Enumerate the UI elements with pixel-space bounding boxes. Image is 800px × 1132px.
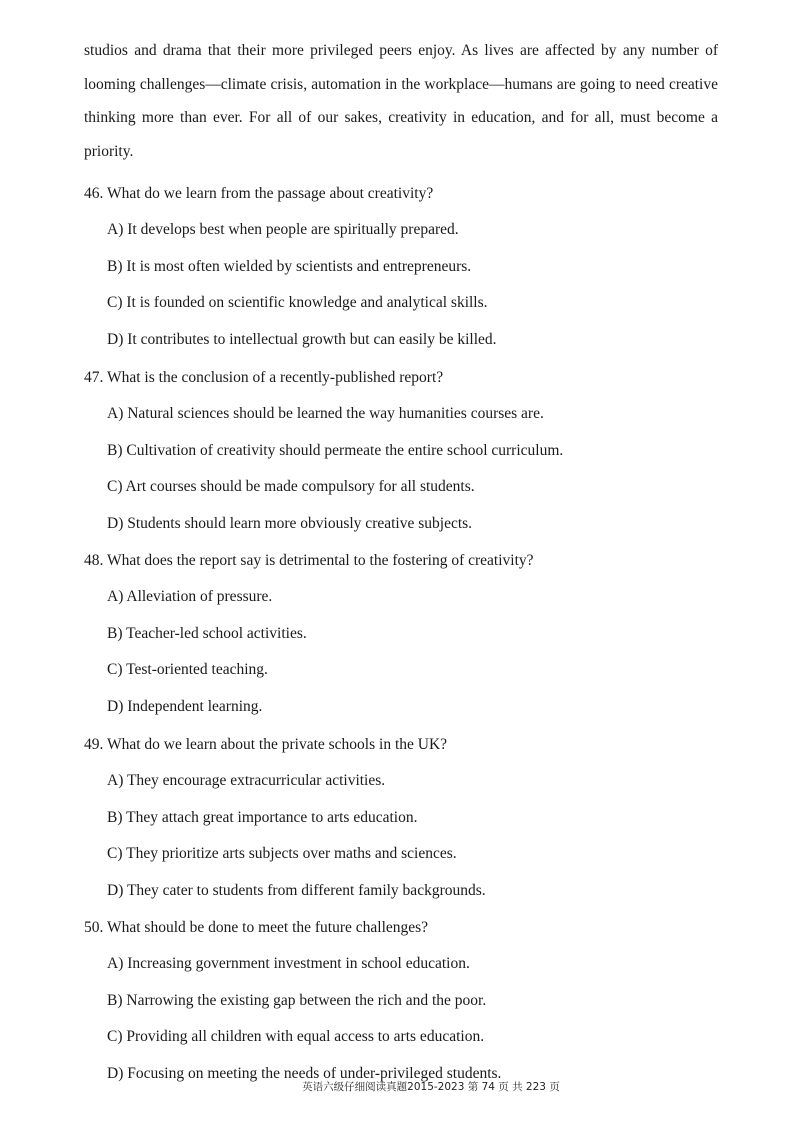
option-c: C) Providing all children with equal access to arts education. <box>107 1028 485 1046</box>
option-d: D) It contributes to intellectual growth but can easily be killed. <box>107 330 497 348</box>
question-46 <box>84 184 764 350</box>
option-list <box>84 771 764 900</box>
question-number: 49. <box>84 736 104 753</box>
question-text: What does the report say is detrimental to the fostering of creativity? <box>106 552 534 569</box>
question-number: 48. <box>84 552 104 569</box>
option-d: D) Focusing on meeting the needs of under-privileged students. <box>107 1064 502 1082</box>
option-b: B) Teacher-led school activities. <box>107 624 307 642</box>
question-number: 46. <box>84 185 104 202</box>
option-c: C) It is founded on scientific knowledge and analytical skills. <box>107 294 488 312</box>
option-d: D) They cater to students from different family backgrounds. <box>107 881 486 899</box>
option-c: C) They prioritize arts subjects over maths and sciences. <box>107 845 457 863</box>
question-text: What do we learn about the private schools in the UK? <box>106 736 448 753</box>
question-47 <box>84 368 764 534</box>
option-list <box>84 404 764 533</box>
option-a: A) Natural sciences should be learned the way humanities courses are. <box>107 405 544 423</box>
option-c: C) Art courses should be made compulsory for all students. <box>107 478 475 496</box>
passage-paragraph: studios and drama that their more privileged peers enjoy. As lives are affected by any number of looming challenges—climate crisis, automation in the workplace—humans are going to need creative thinking more than ever. For all of our sakes, creativity in education, and for all, must become a priority. <box>84 42 718 160</box>
option-b: B) Cultivation of creativity should permeate the entire school curriculum. <box>107 441 564 459</box>
option-list <box>84 220 764 349</box>
option-b: B) Narrowing the existing gap between the rich and the poor. <box>107 991 487 1009</box>
question-stem <box>84 551 764 571</box>
question-number: 50. <box>84 919 104 936</box>
option-list <box>84 587 764 716</box>
question-text: What do we learn from the passage about creativity? <box>106 185 434 202</box>
question-stem <box>84 368 764 388</box>
question-text: What is the conclusion of a recently-published report? <box>106 369 444 386</box>
option-a: A) Alleviation of pressure. <box>107 588 273 606</box>
option-b: B) They attach great importance to arts education. <box>107 808 418 826</box>
page-footer: 英语六级仔细阅读真题2015-2023 第 74 页 共 223 页 <box>302 1081 560 1093</box>
option-d: D) Students should learn more obviously creative subjects. <box>107 514 473 532</box>
question-stem <box>84 918 764 938</box>
option-b: B) It is most often wielded by scientists and entrepreneurs. <box>107 257 472 275</box>
option-c: C) Test-oriented teaching. <box>107 661 268 679</box>
option-list <box>84 954 764 1083</box>
option-a: A) Increasing government investment in school education. <box>107 955 470 973</box>
question-number: 47. <box>84 369 104 386</box>
question-stem <box>84 735 764 755</box>
question-stem <box>84 184 764 204</box>
option-a: A) It develops best when people are spiritually prepared. <box>107 221 459 239</box>
option-d: D) Independent learning. <box>107 697 263 715</box>
option-a: A) They encourage extracurricular activities. <box>107 772 386 790</box>
question-text: What should be done to meet the future challenges? <box>106 919 429 936</box>
question-48 <box>84 551 764 717</box>
question-50 <box>84 918 764 1084</box>
question-49 <box>84 735 764 901</box>
